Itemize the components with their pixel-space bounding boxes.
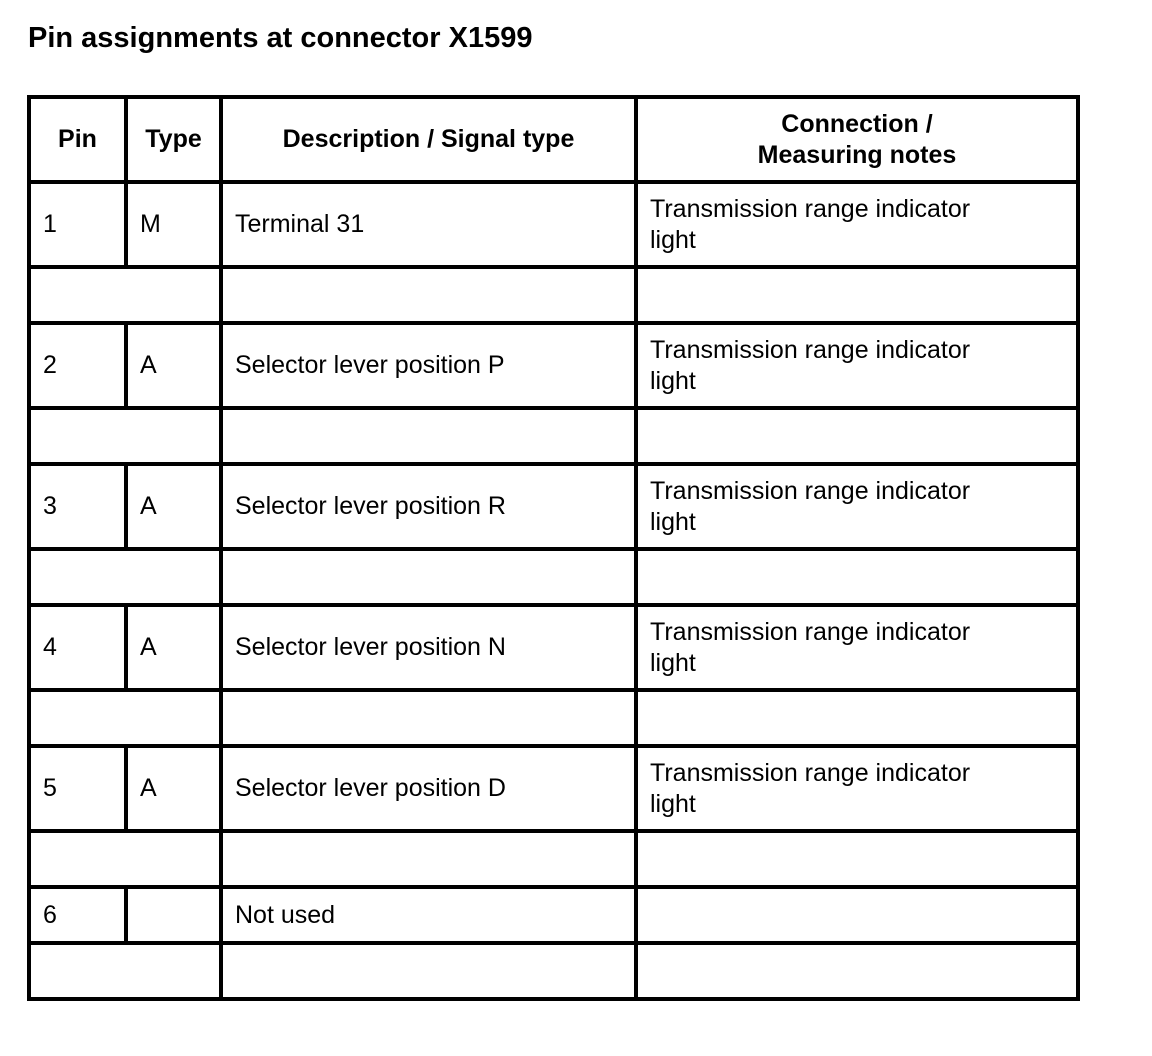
spacer-cell xyxy=(221,943,636,999)
cell-pin: 2 xyxy=(29,323,126,408)
cell-type: A xyxy=(126,464,221,549)
table-spacer-row xyxy=(29,831,1078,887)
cell-type xyxy=(126,887,221,943)
table-row xyxy=(29,746,1078,831)
spacer-cell xyxy=(29,690,221,746)
table-spacer-row xyxy=(29,267,1078,323)
spacer-cell xyxy=(221,408,636,464)
header-type: Type xyxy=(126,97,221,182)
pin-assignment-table xyxy=(27,95,1080,1001)
header-notes: Connection / Measuring notes xyxy=(636,97,1078,182)
spacer-cell xyxy=(221,267,636,323)
table-spacer-row xyxy=(29,408,1078,464)
spacer-cell xyxy=(29,831,221,887)
spacer-cell xyxy=(29,943,221,999)
table-row xyxy=(29,323,1078,408)
cell-pin: 4 xyxy=(29,605,126,690)
cell-notes: Transmission range indicator light xyxy=(636,746,1078,831)
cell-pin: 1 xyxy=(29,182,126,267)
spacer-cell xyxy=(29,267,221,323)
cell-type: M xyxy=(126,182,221,267)
cell-pin: 3 xyxy=(29,464,126,549)
spacer-cell xyxy=(221,690,636,746)
spacer-cell xyxy=(221,549,636,605)
cell-description: Selector lever position D xyxy=(221,746,636,831)
spacer-cell xyxy=(636,690,1078,746)
page-title: Pin assignments at connector X1599 xyxy=(28,22,533,54)
spacer-cell xyxy=(636,943,1078,999)
cell-pin: 6 xyxy=(29,887,126,943)
cell-description: Selector lever position N xyxy=(221,605,636,690)
table-row xyxy=(29,464,1078,549)
cell-notes: Transmission range indicator light xyxy=(636,182,1078,267)
spacer-cell xyxy=(29,408,221,464)
table-row xyxy=(29,182,1078,267)
cell-type: A xyxy=(126,605,221,690)
cell-description: Terminal 31 xyxy=(221,182,636,267)
table-row xyxy=(29,605,1078,690)
spacer-cell xyxy=(221,831,636,887)
cell-notes: Transmission range indicator light xyxy=(636,464,1078,549)
cell-description: Selector lever position R xyxy=(221,464,636,549)
spacer-cell xyxy=(29,549,221,605)
cell-notes: Transmission range indicator light xyxy=(636,605,1078,690)
cell-type: A xyxy=(126,323,221,408)
table-spacer-row xyxy=(29,943,1078,999)
spacer-cell xyxy=(636,408,1078,464)
spacer-cell xyxy=(636,549,1078,605)
header-description: Description / Signal type xyxy=(221,97,636,182)
table-header-row xyxy=(29,97,1078,182)
cell-notes: Transmission range indicator light xyxy=(636,323,1078,408)
spacer-cell xyxy=(636,267,1078,323)
table-spacer-row xyxy=(29,690,1078,746)
table-spacer-row xyxy=(29,549,1078,605)
cell-notes xyxy=(636,887,1078,943)
cell-description: Not used xyxy=(221,887,636,943)
cell-description: Selector lever position P xyxy=(221,323,636,408)
cell-pin: 5 xyxy=(29,746,126,831)
header-pin: Pin xyxy=(29,97,126,182)
table-row xyxy=(29,887,1078,943)
spacer-cell xyxy=(636,831,1078,887)
cell-type: A xyxy=(126,746,221,831)
